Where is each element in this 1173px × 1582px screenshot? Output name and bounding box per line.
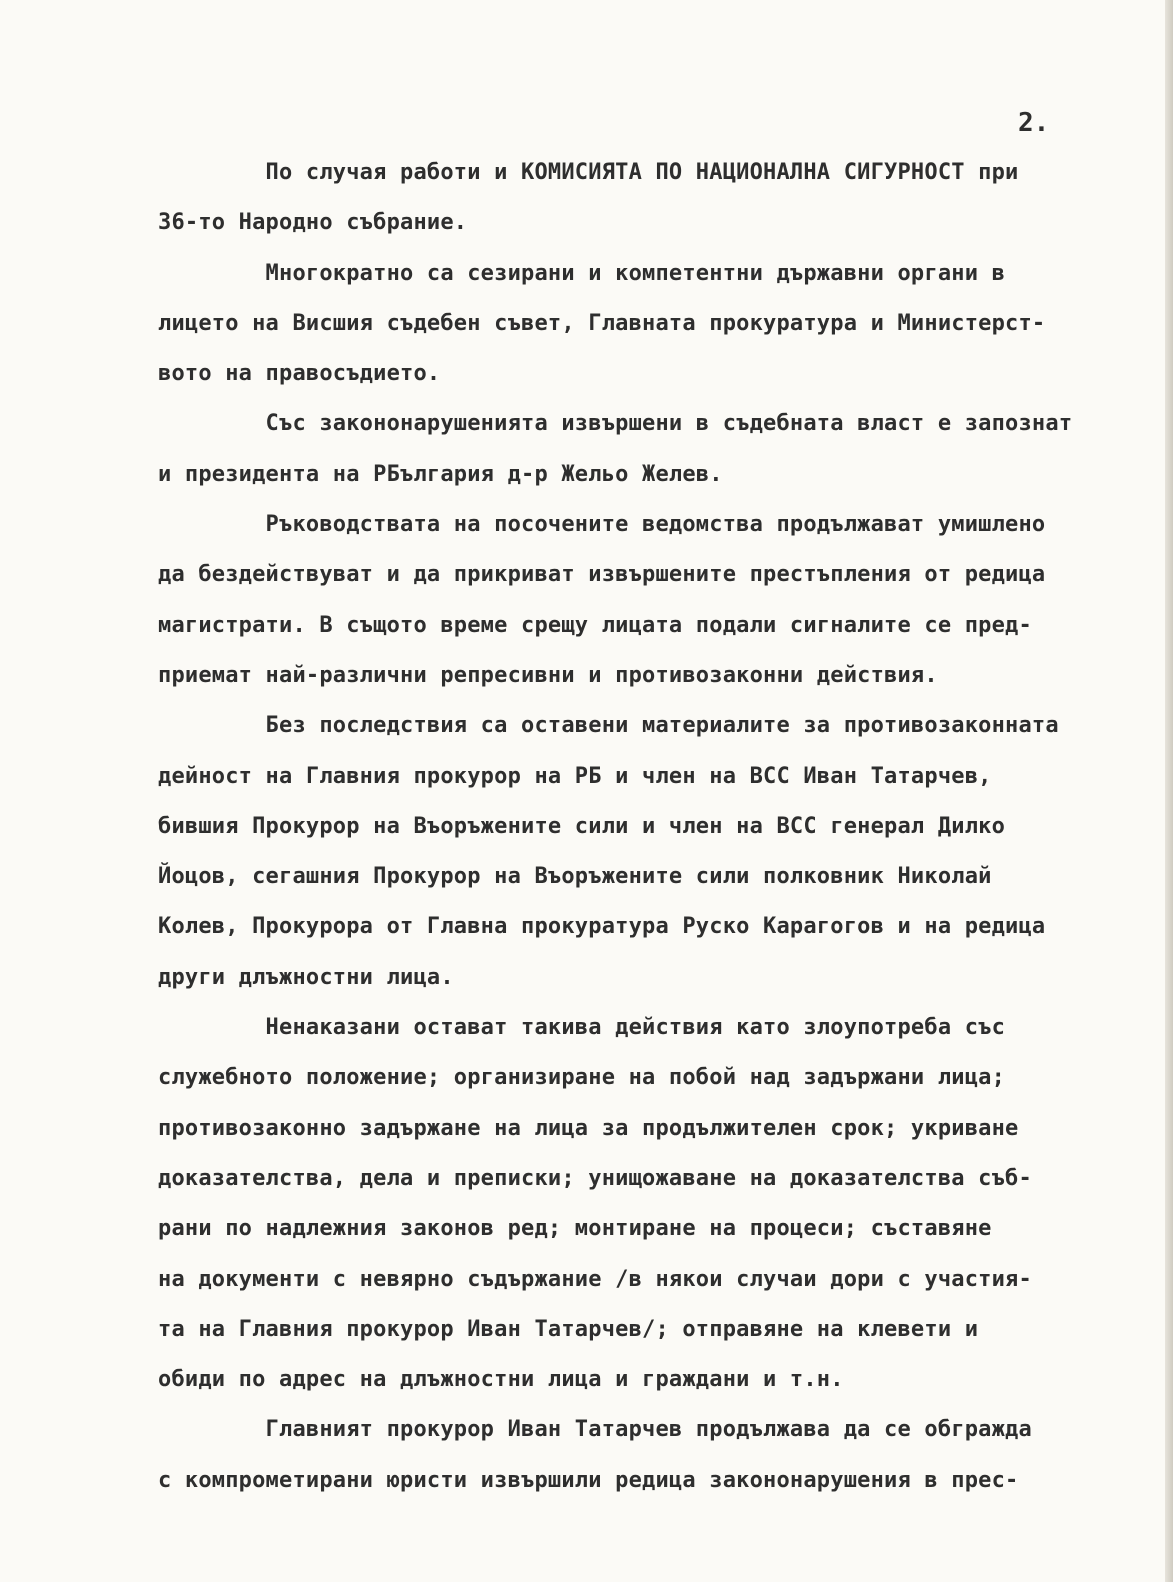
text-line: да бездействуват и да прикриват извършените престъпления от редица	[158, 562, 1046, 588]
text-line: обиди по адрес на длъжностни лица и граждани и т.н.	[158, 1367, 844, 1393]
body-text	[158, 158, 1163, 1516]
text-line: с компрометирани юристи извършили редица закононарушения в прес-	[158, 1467, 1019, 1493]
text-line: Йоцов, сегашния Прокурор на Въоръжените сили полковник Николай	[158, 864, 992, 890]
text-line: бившия Прокурор на Въоръжените сили и член на ВСС генерал Дилко	[158, 813, 1006, 839]
text-line: лицето на Висшия съдебен съвет, Главната прокуратура и Министерст-	[158, 310, 1046, 336]
text-line: рани по надлежния законов ред; монтиране на процеси; съставяне	[158, 1216, 992, 1242]
text-line: на документи с невярно съдържание /в някои случаи дори с участия-	[158, 1266, 1032, 1292]
text-line: Главният прокурор Иван Татарчев продължава да се обгражда	[158, 1417, 1032, 1443]
text-line: По случая работи и КОМИСИЯТА ПО НАЦИОНАЛНА СИГУРНОСТ при	[158, 160, 1019, 185]
page-number: 2.	[1018, 108, 1050, 138]
text-line: 36-то Народно събрание.	[158, 210, 468, 236]
text-line: вото на правосъдието.	[158, 361, 441, 387]
text-line: служебното положение; организиране на побой над задържани лица;	[158, 1065, 1006, 1091]
text-line: дейност на Главния прокурор на РБ и член на ВСС Иван Татарчев,	[158, 763, 992, 789]
text-line: приемат най-различни репресивни и противозаконни действия.	[158, 662, 938, 688]
text-line: та на Главния прокурор Иван Татарчев/; отправяне на клевети и	[158, 1316, 979, 1342]
text-line: Без последствия са оставени материалите за противозаконната	[158, 713, 1059, 739]
text-line: и президента на РБългария д-р Жельо Желев.	[158, 461, 723, 487]
page-edge-shadow	[1165, 0, 1173, 1582]
text-line: Ръководствата на посочените ведомства продължават умишлено	[158, 512, 1046, 538]
text-line: Многократно са сезирани и компетентни държавни органи в	[158, 260, 1006, 286]
text-line: други длъжностни лица.	[158, 964, 454, 990]
text-line: противозаконно задържане на лица за продължителен срок; укриване	[158, 1115, 1019, 1141]
text-line: Със закононарушенията извършени в съдебната власт е запознат	[158, 411, 1073, 437]
text-line: магистрати. В същото време срещу лицата подали сигналите се пред-	[158, 612, 1032, 638]
text-line: доказателства, дела и преписки; унищожаване на доказателства съб-	[158, 1165, 1032, 1191]
text-line: Колев, Прокурора от Главна прокуратура Руско Карагогов и на редица	[158, 914, 1046, 940]
text-line: Ненаказани остават такива действия като злоупотреба със	[158, 1015, 1006, 1041]
